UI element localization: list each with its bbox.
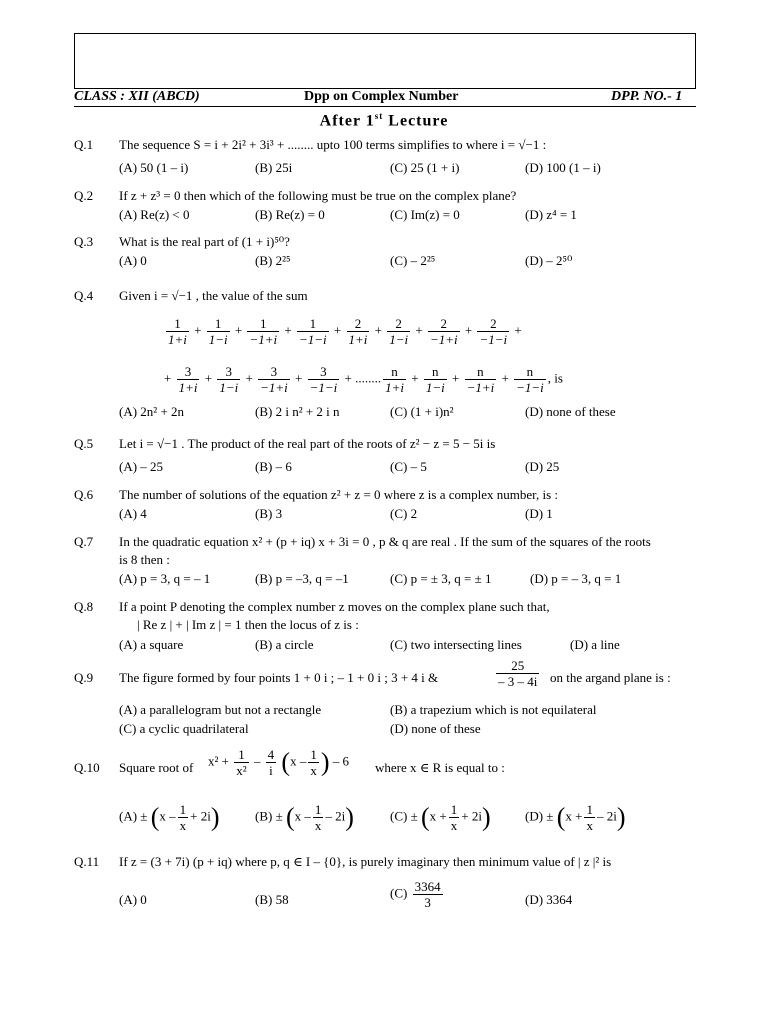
q4-fraction xyxy=(258,364,290,395)
q4-fraction xyxy=(247,316,279,347)
plus-sign: + xyxy=(371,322,386,338)
q11-option-b: (B) 58 xyxy=(255,892,289,907)
q4-sum-row-2 xyxy=(164,364,563,395)
q1-option-a: (A) 50 (1 – i) xyxy=(119,160,189,175)
q5-option-a: (A) – 25 xyxy=(119,459,164,474)
q7-option-b: (B) p = –3, q = –1 xyxy=(255,571,349,586)
fraction-numerator: n xyxy=(514,364,546,380)
q9-number: Q.9 xyxy=(74,670,94,685)
q6-text: The number of solutions of the equation z² + z = 0 where z is a complex number, is : xyxy=(119,487,558,502)
fraction-numerator: 3 xyxy=(177,364,200,380)
q7-text-continued: is 8 then : xyxy=(119,552,170,567)
q4-fraction xyxy=(477,316,509,347)
q11-option-c: (C) $\frac{3364}{3}$ xyxy=(390,879,441,910)
q8-option-c: (C) two intersecting lines xyxy=(390,637,522,652)
fraction-numerator: n xyxy=(383,364,406,380)
fraction-denominator: 1+i xyxy=(168,332,187,347)
fraction-denominator: −1+i xyxy=(466,380,495,395)
fraction-denominator: 1+i xyxy=(348,332,368,347)
q5-option-d: (D) 25 xyxy=(525,459,560,474)
q6-option-a: (A) 4 xyxy=(119,506,147,521)
fraction-denominator: −1−i xyxy=(479,332,508,347)
q9-fraction: $\frac{25}{- 3 - 4i}$ xyxy=(498,658,538,689)
q11-option-d: (D) 3364 xyxy=(525,892,573,907)
fraction-numerator: n xyxy=(465,364,497,380)
fraction-denominator: 1+i xyxy=(178,380,198,395)
q1-option-b: (B) 25i xyxy=(255,160,293,175)
q8-option-a: (A) a square xyxy=(119,637,184,652)
q5-number: Q.5 xyxy=(74,436,94,451)
q3-number: Q.3 xyxy=(74,234,94,249)
fraction-numerator: 3 xyxy=(308,364,340,380)
q7-option-a: (A) p = 3, q = – 1 xyxy=(119,571,211,586)
q4-sum-row-1 xyxy=(164,316,522,347)
q4-option-d: (D) none of these xyxy=(525,404,616,419)
header-box xyxy=(74,33,696,89)
subject-title: Dpp on Complex Number xyxy=(304,89,459,104)
ellipsis: ........ xyxy=(355,370,382,386)
q6-option-c: (C) 2 xyxy=(390,506,418,521)
q2-number: Q.2 xyxy=(74,188,94,203)
q1-number: Q.1 xyxy=(74,137,94,152)
fraction-numerator: 1 xyxy=(166,316,189,332)
q7-number: Q.7 xyxy=(74,534,94,549)
q4-fraction xyxy=(424,364,447,395)
fraction-numerator: 2 xyxy=(428,316,460,332)
q4-fraction xyxy=(383,364,406,395)
q9-text-continued: on the argand plane is : xyxy=(550,670,671,685)
q7-option-c: (C) p = ± 3, q = ± 1 xyxy=(390,571,492,586)
q10-number: Q.10 xyxy=(74,760,100,775)
q11-number: Q.11 xyxy=(74,854,100,869)
q4-fraction xyxy=(347,316,370,347)
q4-fraction xyxy=(514,364,546,395)
q4-fraction xyxy=(428,316,460,347)
fraction-numerator: 1 xyxy=(297,316,329,332)
fraction-denominator: −1+i xyxy=(249,332,278,347)
plus-sign: + xyxy=(448,370,463,386)
q4-fraction xyxy=(297,316,329,347)
header-rule xyxy=(74,106,696,107)
q9-option-b: (B) a trapezium which is not equilateral xyxy=(390,702,597,717)
q6-option-d: (D) 1 xyxy=(525,506,553,521)
q4-option-c: (C) (1 + i)n² xyxy=(390,404,454,419)
q11-text: If z = (3 + 7i) (p + iq) where p, q ∈ I – {0}, is purely imaginary then minimum value of | z |² is xyxy=(119,854,612,869)
q9-option-c: (C) a cyclic quadrilateral xyxy=(119,721,249,736)
q2-option-d: (D) z⁴ = 1 xyxy=(525,207,577,222)
q6-option-b: (B) 3 xyxy=(255,506,283,521)
fraction-numerator: 3 xyxy=(217,364,240,380)
q7-option-d: (D) p = – 3, q = 1 xyxy=(530,571,622,586)
q3-option-b: (B) 2²⁵ xyxy=(255,253,291,268)
plus-sign: + xyxy=(407,370,422,386)
q8-option-b: (B) a circle xyxy=(255,637,314,652)
fraction-numerator: 1 xyxy=(247,316,279,332)
q8-option-d: (D) a line xyxy=(570,637,620,652)
fraction-denominator: 1−i xyxy=(389,332,409,347)
q10-option-d: (D) ± (x + $\frac{1}{x}$ – 2i) xyxy=(525,802,626,833)
q10-option-c: (C) ± (x + $\frac{1}{x}$ + 2i) xyxy=(390,802,491,833)
q8-text-continued: | Re z | + | Im z | = 1 then the locus of z is : xyxy=(137,617,359,632)
fraction-denominator: −1−i xyxy=(516,380,544,395)
q10-option-b: (B) ± (x – $\frac{1}{x}$ – 2i) xyxy=(255,802,354,833)
q4-option-a: (A) 2n² + 2n xyxy=(119,404,185,419)
plus-sign: + xyxy=(190,322,205,338)
plus-sign: + xyxy=(231,322,246,338)
q9-option-d: (D) none of these xyxy=(390,721,481,736)
q9-option-a: (A) a parallelogram but not a rectangle xyxy=(119,702,322,717)
q5-option-b: (B) – 6 xyxy=(255,459,292,474)
q11-option-a: (A) 0 xyxy=(119,892,147,907)
q2-option-b: (B) Re(z) = 0 xyxy=(255,207,325,222)
q7-text: In the quadratic equation x² + (p + iq) x + 3i = 0 , p & q are real . If the sum of the squares of the roots xyxy=(119,534,651,549)
q4-fraction xyxy=(177,364,200,395)
fraction-denominator: 1−i xyxy=(219,380,239,395)
q8-text: If a point P denoting the complex number z moves on the complex plane such that, xyxy=(119,599,550,614)
q4-option-b: (B) 2 i n² + 2 i n xyxy=(255,404,340,419)
fraction-denominator: −1−i xyxy=(309,380,338,395)
lecture-title: After 1st Lecture xyxy=(319,111,449,130)
q10-text: Square root of xyxy=(119,760,194,775)
q1-text: The sequence S = i + 2i² + 3i³ + ........ upto 100 terms simplifies to where i = √−1 : xyxy=(119,137,547,152)
q5-text: Let i = √−1 . The product of the real part of the roots of z² − z = 5 − 5i is xyxy=(119,436,496,451)
q1-option-d: (D) 100 (1 – i) xyxy=(525,160,601,175)
q3-option-d: (D) – 2⁵⁰ xyxy=(525,253,573,268)
fraction-numerator: 2 xyxy=(347,316,370,332)
q1-option-c: (C) 25 (1 + i) xyxy=(390,160,460,175)
fraction-denominator: −1−i xyxy=(298,332,327,347)
q3-option-a: (A) 0 xyxy=(119,253,147,268)
fraction-numerator: 2 xyxy=(477,316,509,332)
plus-sign: + xyxy=(242,370,257,386)
dpp-number: DPP. NO.- 1 xyxy=(611,89,683,104)
q4-sum-tail: , is xyxy=(547,370,563,386)
q4-fraction xyxy=(207,316,230,347)
plus-sign: + xyxy=(330,322,345,338)
fraction-denominator: 1+i xyxy=(385,380,404,395)
q5-option-c: (C) – 5 xyxy=(390,459,427,474)
q3-text: What is the real part of (1 + i)⁵⁰? xyxy=(119,234,290,249)
q2-option-c: (C) Im(z) = 0 xyxy=(390,207,460,222)
fraction-numerator: 2 xyxy=(387,316,410,332)
fraction-denominator: 1−i xyxy=(425,380,445,395)
q3-option-c: (C) – 2²⁵ xyxy=(390,253,436,268)
fraction-denominator: 1−i xyxy=(208,332,228,347)
plus-sign: + xyxy=(201,370,216,386)
class-label: CLASS : XII (ABCD) xyxy=(74,89,200,104)
plus-sign: + xyxy=(291,370,306,386)
plus-sign: + xyxy=(164,370,175,386)
q4-fraction xyxy=(217,364,240,395)
fraction-numerator: n xyxy=(424,364,447,380)
q2-text: If z + z³ = 0 then which of the following must be true on the complex plane? xyxy=(119,188,517,203)
plus-sign: + xyxy=(281,322,295,338)
fraction-numerator: 3 xyxy=(258,364,290,380)
fraction-denominator: −1+i xyxy=(429,332,458,347)
fraction-numerator: 1 xyxy=(207,316,230,332)
q10-text-continued: where x ∈ R is equal to : xyxy=(375,760,505,775)
q4-fraction xyxy=(387,316,410,347)
plus-sign: + xyxy=(498,370,513,386)
plus-sign: + xyxy=(461,322,476,338)
q10-expression: x² + $\frac{1}{\text{x²}}$ – $\frac{4}{i}$ (x – $\frac{1}{x}$ ) – 6 xyxy=(208,747,349,778)
q6-number: Q.6 xyxy=(74,487,94,502)
q4-text: Given i = √−1 , the value of the sum xyxy=(119,288,308,303)
q4-number: Q.4 xyxy=(74,288,94,303)
q4-fraction xyxy=(166,316,189,347)
q8-number: Q.8 xyxy=(74,599,94,614)
fraction-denominator: −1+i xyxy=(260,380,288,395)
q9-text: The figure formed by four points 1 + 0 i ; – 1 + 0 i ; 3 + 4 i & xyxy=(119,670,439,685)
plus-sign: + xyxy=(412,322,426,338)
q4-fraction xyxy=(308,364,340,395)
q2-option-a: (A) Re(z) < 0 xyxy=(119,207,190,222)
q10-option-a: (A) ± (x – $\frac{1}{x}$ + 2i) xyxy=(119,802,220,833)
q4-fraction xyxy=(465,364,497,395)
plus-sign: + xyxy=(341,370,356,386)
plus-sign: + xyxy=(511,322,522,338)
